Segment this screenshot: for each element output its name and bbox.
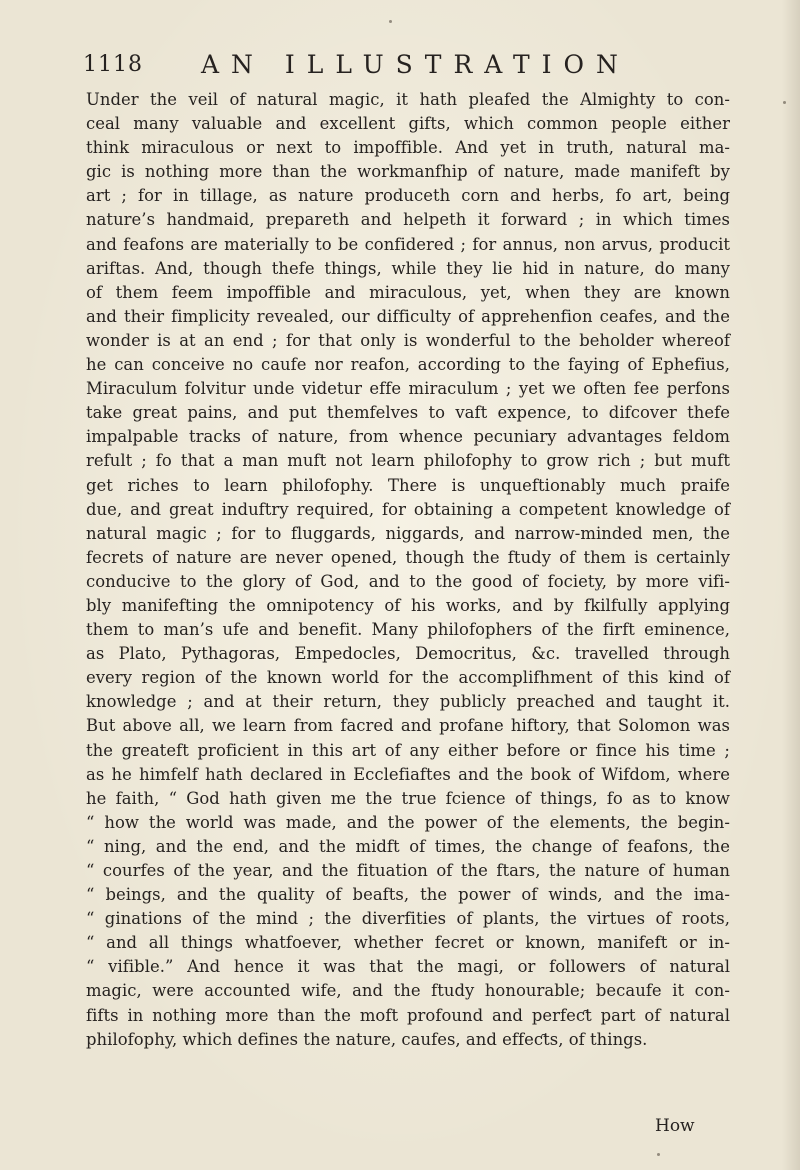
catchword: How bbox=[655, 1116, 695, 1136]
text-line: as Plato, Pythagoras, Empedocles, Democritus, &c. travelled through bbox=[86, 644, 730, 664]
text-line: as he himfelf hath declared in Ecclefiaftes and the book of Wifdom, where bbox=[86, 764, 730, 784]
dust-speck bbox=[389, 20, 392, 23]
text-line: nature’s handmaid, prepareth and helpeth it forward ; in which times bbox=[86, 210, 730, 230]
text-line: impalpable tracks of nature, from whence pecuniary advantages feldom bbox=[86, 427, 730, 447]
text-line: and feafons are materially to be confidered ; for annus, non arvus, producit bbox=[86, 234, 730, 254]
text-line: due, and great induftry required, for obtaining a competent knowledge of bbox=[86, 499, 730, 519]
text-line: wonder is at an end ; for that only is wonderful to the beholder whereof bbox=[86, 330, 730, 350]
text-line: But above all, we learn from facred and profane hiftory, that Solomon was bbox=[86, 716, 730, 736]
text-line: he can conceive no caufe nor reafon, according to the faying of Ephefius, bbox=[86, 355, 730, 375]
body-paragraph bbox=[86, 88, 730, 1052]
text-line: fecrets of nature are never opened, though the ftudy of them is certainly bbox=[86, 547, 730, 567]
text-line: take great pains, and put themfelves to vaft expence, to difcover thefe bbox=[86, 403, 730, 423]
text-line: gic is nothing more than the workmanfhip of nature, made manifeft by bbox=[86, 162, 730, 182]
page-header bbox=[83, 50, 723, 90]
text-line: art ; for in tillage, as nature produceth corn and herbs, fo art, being bbox=[86, 186, 730, 206]
text-line: get riches to learn philofophy. There is unqueftionably much praife bbox=[86, 475, 730, 495]
text-line: think miraculous or next to impoffible. And yet in truth, natural ma- bbox=[86, 138, 730, 158]
text-line: “ vifible.” And hence it was that the magi, or followers of natural bbox=[86, 957, 730, 977]
text-line: bly manifefting the omnipotency of his works, and by fkilfully applying bbox=[86, 595, 730, 615]
text-line: philofophy, which defines the nature, caufes, and effeƈts, of things. bbox=[86, 1029, 648, 1049]
page-number: 1118 bbox=[83, 52, 143, 77]
text-line: of them feem impoffible and miraculous, yet, when they are known bbox=[86, 282, 730, 302]
dust-speck bbox=[783, 101, 786, 104]
text-line: fifts in nothing more than the moft profound and perfeƈt part of natural bbox=[86, 1005, 730, 1025]
text-line: magic, were accounted wife, and the ftudy honourable; becaufe it con- bbox=[86, 981, 730, 1001]
text-line: Miraculum folvitur unde videtur effe miraculum ; yet we often fee perfons bbox=[86, 379, 730, 399]
text-line: ceal many valuable and excellent gifts, which common people either bbox=[86, 114, 730, 134]
text-line: the greateft proficient in this art of any either before or fince his time ; bbox=[86, 740, 730, 760]
page-edge-shadow bbox=[782, 0, 800, 1170]
text-line: ariftas. And, though thefe things, while they lie hid in nature, do many bbox=[86, 258, 730, 278]
text-line: “ courfes of the year, and the fituation of the ftars, the nature of human bbox=[86, 861, 730, 880]
text-line: them to man’s ufe and benefit. Many philofophers of the firft eminence, bbox=[86, 620, 730, 640]
text-line: every region of the known world for the accomplifhment of this kind of bbox=[86, 668, 730, 688]
text-line: refult ; fo that a man muft not learn philofophy to grow rich ; but muft bbox=[86, 451, 730, 471]
text-line: he faith, “ God hath given me the true fcience of things, fo as to know bbox=[86, 788, 730, 808]
text-line: “ how the world was made, and the power of the elements, the begin- bbox=[86, 812, 730, 832]
text-line: “ beings, and the quality of beafts, the power of winds, and the ima- bbox=[86, 885, 730, 905]
dust-speck bbox=[657, 1153, 660, 1156]
text-line: “ ning, and the end, and the midft of times, the change of feafons, the bbox=[86, 836, 730, 856]
text-line: and their fimplicity revealed, our difficulty of apprehenfion ceafes, and the bbox=[86, 306, 730, 326]
running-head: AN ILLUSTRATION bbox=[201, 50, 630, 79]
text-line: conducive to the glory of God, and to the good of fociety, by more vifi- bbox=[86, 571, 730, 591]
text-line: natural magic ; for to fluggards, niggards, and narrow-minded men, the bbox=[86, 523, 730, 543]
text-line: “ and all things whatfoever, whether fecret or known, manifeft or in- bbox=[86, 933, 730, 953]
text-line: Under the veil of natural magic, it hath pleafed the Almighty to con- bbox=[86, 90, 730, 109]
text-line: “ ginations of the mind ; the diverfities of plants, the virtues of roots, bbox=[86, 909, 730, 929]
text-line: knowledge ; and at their return, they publicly preached and taught it. bbox=[86, 692, 730, 712]
